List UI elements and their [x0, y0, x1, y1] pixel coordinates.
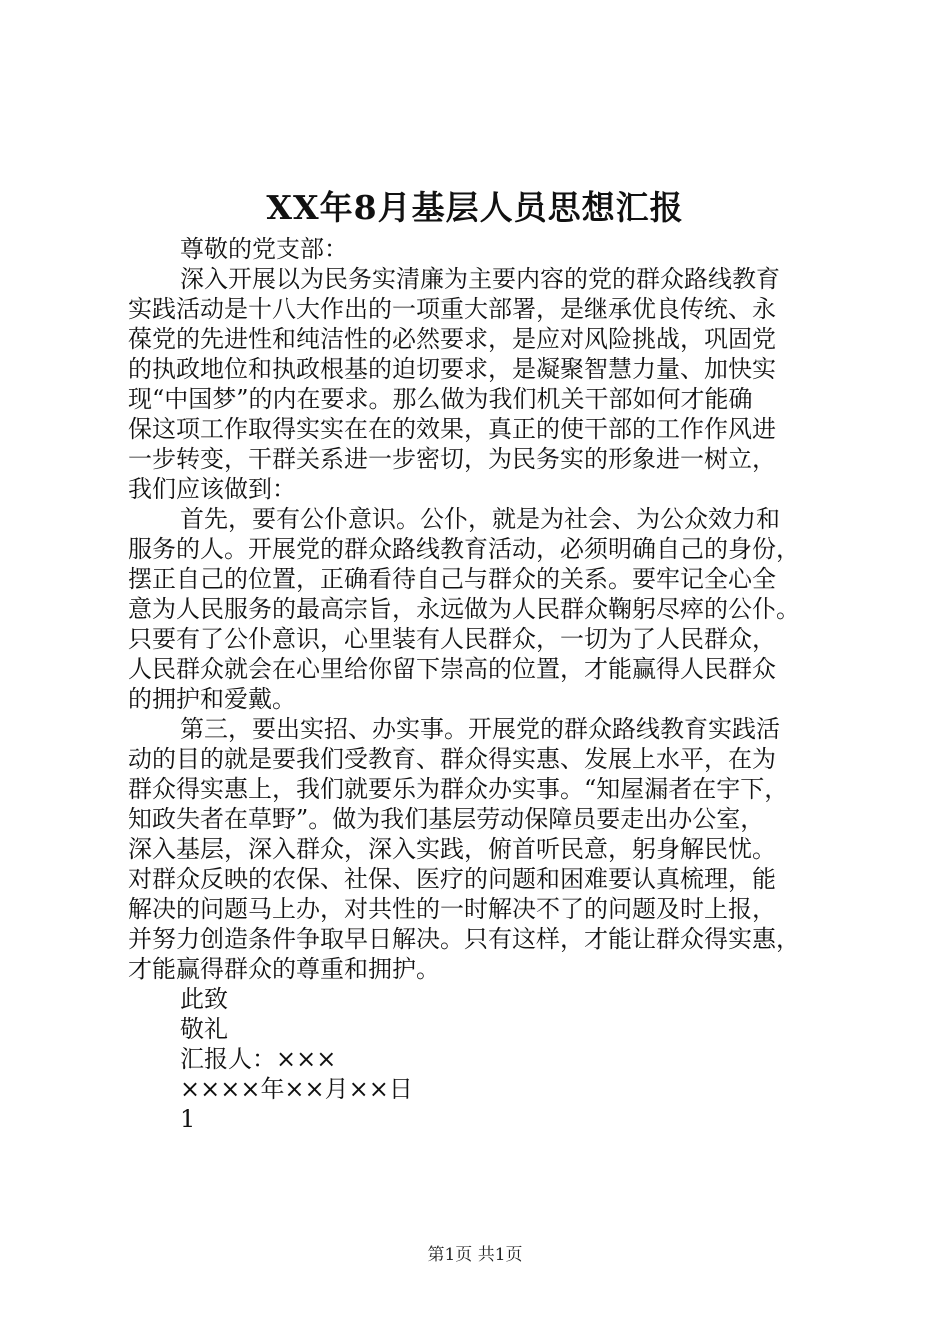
text-line: 摆正自己的位置，正确看待自己与群众的关系。要牢记全心全	[128, 565, 776, 593]
text-line: 深入基层，深入群众，深入实践，俯首听民意，躬身解民忧。	[128, 835, 776, 863]
text-line: 知政失者在草野”。做为我们基层劳动保障员要走出办公室，	[128, 805, 765, 833]
text-line: 的执政地位和执政根基的迫切要求，是凝聚智慧力量、加快实	[128, 355, 776, 383]
text-line: 深入开展以为民务实清廉为主要内容的党的群众路线教育	[180, 265, 780, 293]
text-line: 只要有了公仆意识，心里装有人民群众，一切为了人民群众，	[128, 625, 776, 653]
text-line: 敬礼	[180, 1015, 228, 1043]
text-line: 解决的问题马上办，对共性的一时解决不了的问题及时上报，	[128, 895, 776, 923]
text-line: 现“中国梦”的内在要求。那么做为我们机关干部如何才能确	[128, 385, 753, 413]
page-footer: 第1页 共1页	[427, 1245, 523, 1265]
text-line: 并努力创造条件争取早日解决。只有这样，才能让群众得实惠，	[128, 925, 800, 953]
text-line: 此致	[180, 985, 228, 1013]
text-line: 尊敬的党支部：	[180, 235, 348, 263]
document-title: XX年8月基层人员思想汇报	[266, 188, 684, 227]
text-line: 一步转变，干群关系进一步密切，为民务实的形象进一树立，	[128, 445, 776, 473]
text-line: 第三，要出实招、办实事。开展党的群众路线教育实践活	[180, 715, 780, 743]
text-line: 的拥护和爱戴。	[128, 685, 296, 713]
text-line: 人民群众就会在心里给你留下崇高的位置，才能赢得人民群众	[128, 655, 776, 683]
text-line: 葆党的先进性和纯洁性的必然要求，是应对风险挑战，巩固党	[128, 325, 776, 353]
text-line: 动的目的就是要我们受教育、群众得实惠、发展上水平，在为	[128, 745, 776, 773]
text-line: 汇报人：×××	[180, 1045, 337, 1073]
text-line: 实践活动是十八大作出的一项重大部署，是继承优良传统、永	[128, 295, 776, 323]
text-line: 首先，要有公仆意识。公仆，就是为社会、为公众效力和	[180, 505, 780, 533]
text-line: 1	[180, 1105, 196, 1133]
text-line: 我们应该做到：	[128, 475, 296, 503]
text-line: 服务的人。开展党的群众路线教育活动，必须明确自己的身份，	[128, 535, 800, 563]
text-line: 保这项工作取得实实在在的效果，真正的使干部的工作作风进	[128, 415, 776, 443]
document-body	[128, 234, 838, 1134]
text-line: 才能赢得群众的尊重和拥护。	[128, 955, 440, 983]
text-line: 群众得实惠上，我们就要乐为群众办实事。“知屋漏者在宇下，	[128, 775, 789, 803]
text-line: 意为人民服务的最高宗旨，永远做为人民群众鞠躬尽瘁的公仆。	[128, 595, 800, 623]
text-line: ××××年××月××日	[180, 1075, 413, 1103]
text-line: 对群众反映的农保、社保、医疗的问题和困难要认真梳理，能	[128, 865, 776, 893]
